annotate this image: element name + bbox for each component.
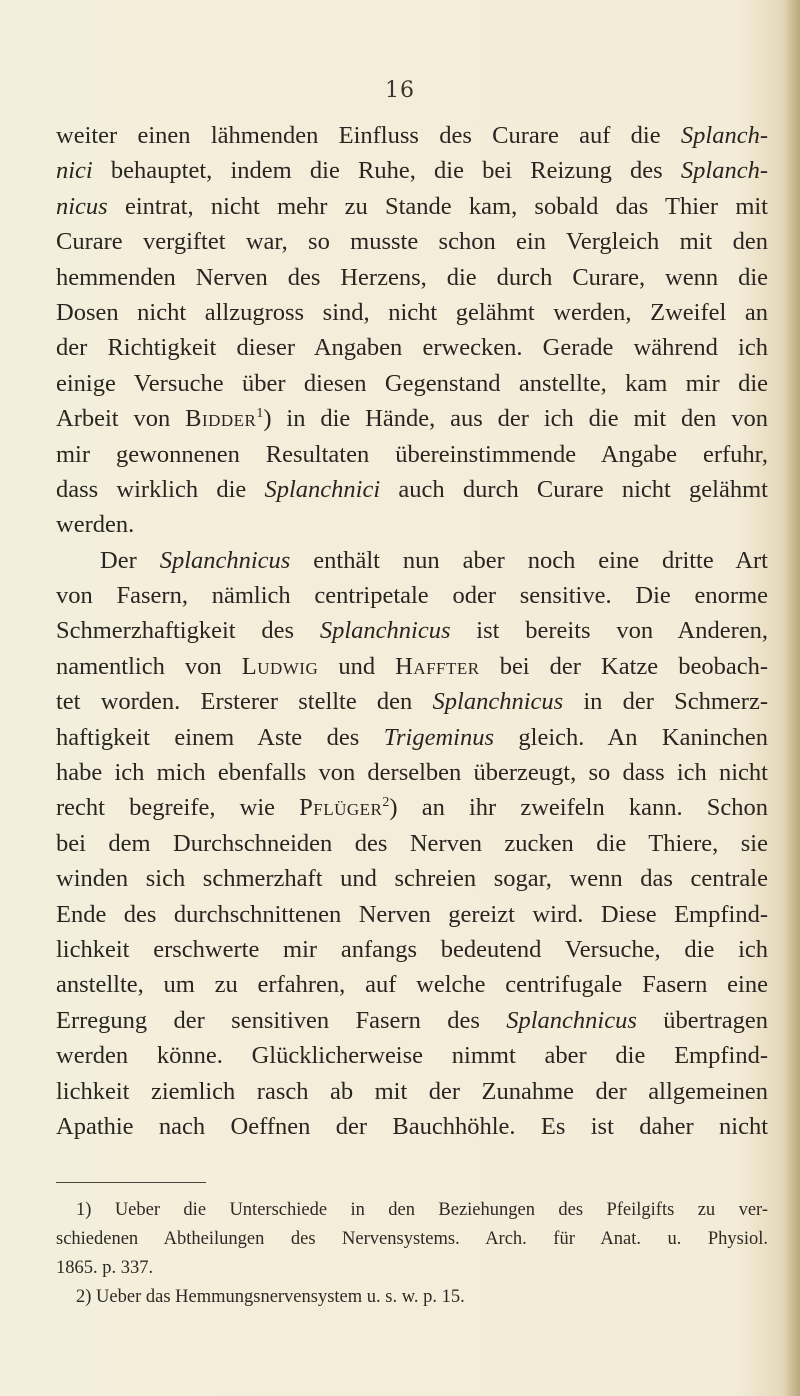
text-line: haftigkeit einem Aste des Trigeminus gleich. An Kaninchen [56, 723, 768, 751]
text-line: winden sich schmerzhaft und schreien sogar, wenn das centrale [56, 865, 768, 893]
text-line: tet worden. Ersterer stellte den Splanchnicus in der Schmerz- [56, 688, 768, 716]
text-line: hemmenden Nerven des Herzens, die durch Curare, wenn die [56, 263, 768, 291]
text-line: namentlich von Ludwig und Haffter bei der Katze beobach- [56, 652, 768, 680]
text-line: lichkeit erschwerte mir anfangs bedeutend Versuche, die ich [56, 935, 768, 963]
text-line: Dosen nicht allzugross sind, nicht gelähmt werden, Zweifel an [56, 298, 768, 326]
text-line: werden könne. Glücklicherweise nimmt aber die Empfind- [56, 1042, 768, 1070]
text-line: habe ich mich ebenfalls von derselben überzeugt, so dass ich nicht [56, 759, 768, 787]
footnote-2 [56, 1283, 768, 1312]
footnote-1 [56, 1196, 768, 1283]
text-line: Schmerzhaftigkeit des Splanchnicus ist bereits von Anderen, [56, 617, 768, 645]
page-edge-shadow [784, 0, 800, 1396]
footnote-line: 2) Ueber das Hemmungsnervensystem u. s. w. p. 15. [76, 1287, 465, 1307]
footnote-rule [56, 1182, 206, 1183]
text-line: nici behauptet, indem die Ruhe, die bei Reizung des Splanch- [56, 157, 768, 185]
text-line: von Fasern, nämlich centripetale oder sensitive. Die enorme [56, 582, 768, 610]
text-line: recht begreife, wie Pflüger$^2$) an ihr zweifeln kann. Schon [56, 794, 768, 822]
footnote-line: 1865. p. 337. [56, 1258, 154, 1278]
text-line: nicus eintrat, nicht mehr zu Stande kam, sobald das Thier mit [56, 192, 768, 220]
text-line: der Richtigkeit dieser Angaben erwecken. Gerade während ich [56, 334, 768, 362]
text-line: mir gewonnenen Resultaten übereinstimmende Angabe erfuhr, [56, 440, 768, 468]
text-line: bei dem Durchschneiden des Nerven zucken die Thiere, sie [56, 829, 768, 857]
text-line: anstellte, um zu erfahren, auf welche centrifugale Fasern eine [56, 971, 768, 999]
text-line: lichkeit ziemlich rasch ab mit der Zunahme der allgemeinen [56, 1077, 768, 1105]
text-line: dass wirklich die Splanchnici auch durch Curare nicht gelähmt [56, 475, 768, 503]
text-line: Curare vergiftet war, so musste schon ein Vergleich mit den [56, 228, 768, 256]
footnote-line: schiedenen Abtheilungen des Nervensystems. Arch. für Anat. u. Physiol. [56, 1229, 768, 1249]
text-line: Arbeit von Bidder$^1$) in die Hände, aus der ich die mit den von [56, 405, 768, 433]
text-line: Erregung der sensitiven Fasern des Splanchnicus übertragen [56, 1006, 768, 1034]
footnotes [56, 1196, 768, 1312]
page-number: 16 [385, 78, 415, 103]
text-line: Apathie nach Oeffnen der Bauchhöhle. Es ist daher nicht [56, 1112, 768, 1140]
text-line: weiter einen lähmenden Einfluss des Curare auf die Splanch- [56, 122, 768, 149]
text-line: Ende des durchschnittenen Nerven gereizt wird. Diese Empfind- [56, 900, 768, 928]
body-text [56, 118, 768, 1144]
text-line: werden. [56, 511, 135, 539]
footnote-line: 1) Ueber die Unterschiede in den Beziehungen des Pfeilgifts zu ver- [76, 1200, 768, 1220]
text-line: einige Versuche über diesen Gegenstand anstellte, kam mir die [56, 369, 768, 397]
text-line: Der Splanchnicus enthält nun aber noch eine dritte Art [100, 546, 768, 574]
